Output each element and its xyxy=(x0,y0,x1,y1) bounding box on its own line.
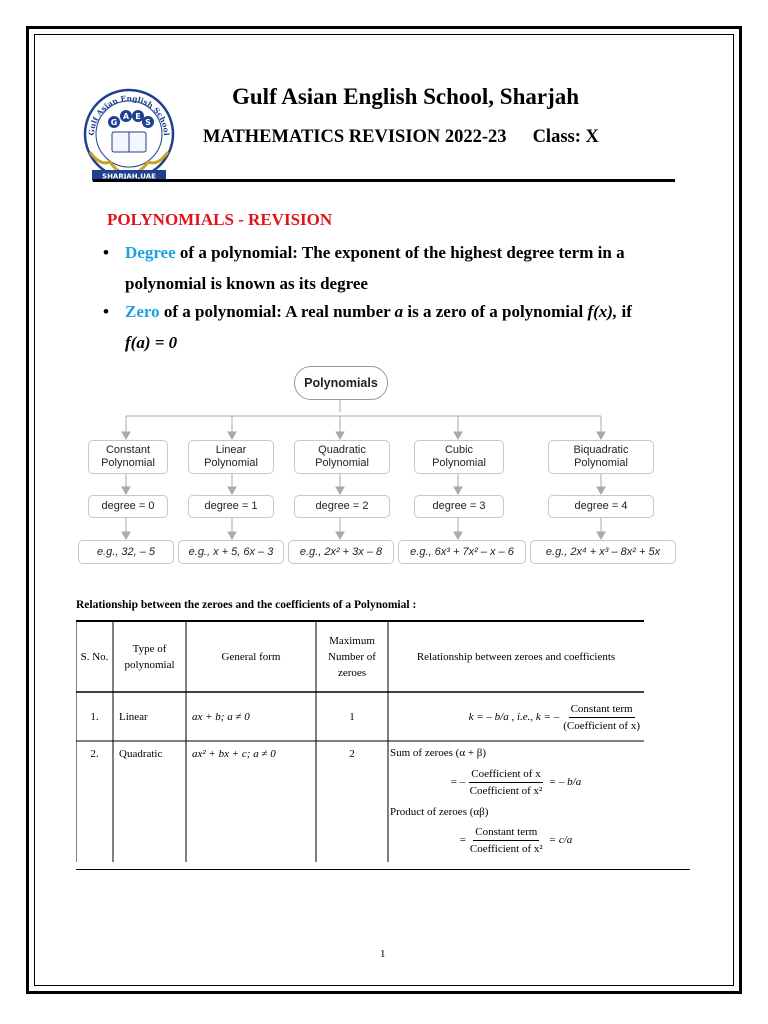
subject-line xyxy=(203,127,599,148)
row2-product-label: Product of zeroes (αβ) xyxy=(390,806,489,818)
zero-fa: f(a) = 0 xyxy=(125,333,178,352)
header-form: General form xyxy=(221,651,281,663)
zero-def-part: if xyxy=(617,302,632,321)
diagram-root: Polynomials xyxy=(294,366,388,400)
zero-fx: f(x), xyxy=(587,302,618,321)
row2-type: Quadratic xyxy=(119,748,163,760)
bottom-rule xyxy=(76,869,690,870)
degree-constant: degree = 0 xyxy=(88,495,168,518)
example-constant: e.g., 32, – 5 xyxy=(78,540,174,564)
header-rule xyxy=(93,179,675,182)
degree-linear: degree = 1 xyxy=(188,495,274,518)
row1-form: ax + b; a ≠ 0 xyxy=(192,711,250,723)
degree-quadratic: degree = 2 xyxy=(294,495,390,518)
polynomials-diagram xyxy=(76,362,694,576)
zero-def-part: is a zero of a polynomial xyxy=(403,302,588,321)
node-biquadratic: Biquadratic Polynomial xyxy=(548,440,654,474)
degree-definition: of a polynomial: The exponent of the highest degree term in a polynomial is known as its degree xyxy=(125,243,625,293)
subject-title: MATHEMATICS REVISION 2022-23 xyxy=(203,127,507,147)
row1-max: 1 xyxy=(349,711,355,723)
logo-banner-text: SHARJAH,UAE xyxy=(102,172,156,181)
row2-sno: 2. xyxy=(90,748,99,760)
row1-relationship: k = – b/a , i.e., k = – Constant term (Coefficient of x) xyxy=(468,702,640,732)
svg-text:Gulf Asian English School: Gulf Asian English School xyxy=(86,93,172,136)
node-cubic: Cubic Polynomial xyxy=(414,440,504,474)
relationship-table xyxy=(76,620,644,862)
bullet-dot: • xyxy=(103,302,109,321)
section-title: POLYNOMIALS - REVISION xyxy=(107,210,333,229)
row2-max: 2 xyxy=(349,748,355,760)
svg-text:A: A xyxy=(122,112,130,121)
header-relationship: Relationship between zeroes and coefficients xyxy=(416,651,616,663)
row1-type: Linear xyxy=(119,711,148,723)
row2-product-formula: = Constant term Coefficient of x² = c/a xyxy=(459,825,573,855)
keyword-degree: Degree xyxy=(125,243,176,262)
header-max-zeroes: Maximum Number of zeroes xyxy=(328,635,376,679)
degree-biquadratic: degree = 4 xyxy=(548,495,654,518)
class-label: Class: X xyxy=(532,127,599,147)
bullet-zero xyxy=(105,296,685,358)
degree-cubic: degree = 3 xyxy=(414,495,504,518)
example-biquadratic: e.g., 2x⁴ + x³ – 8x² + 5x xyxy=(530,540,676,564)
table-title: Relationship between the zeroes and the coefficients of a Polynomial : xyxy=(76,599,417,611)
node-constant: Constant Polynomial xyxy=(88,440,168,474)
node-linear: Linear Polynomial xyxy=(188,440,274,474)
row1-sno: 1. xyxy=(90,711,99,723)
example-cubic: e.g., 6x³ + 7x² – x – 6 xyxy=(398,540,526,564)
header-type: Type of polynomial xyxy=(124,643,175,671)
svg-text:G: G xyxy=(110,118,118,127)
svg-text:E: E xyxy=(135,112,141,121)
bullet-degree xyxy=(105,237,685,299)
svg-text:S: S xyxy=(145,118,151,127)
school-name: Gulf Asian English School, Sharjah xyxy=(232,84,580,109)
zero-def-part: of a polynomial: A real number xyxy=(159,302,395,321)
page-number: 1 xyxy=(380,948,386,960)
bullet-dot: • xyxy=(103,243,109,262)
keyword-zero: Zero xyxy=(125,302,160,321)
row2-sum-formula: = – Coefficient of x Coefficient of x² = – b/a xyxy=(450,767,582,797)
school-logo xyxy=(80,84,178,186)
node-quadratic: Quadratic Polynomial xyxy=(294,440,390,474)
header-sno: S. No. xyxy=(80,651,109,663)
example-linear: e.g., x + 5, 6x – 3 xyxy=(178,540,284,564)
zero-var-a: a xyxy=(394,302,404,321)
row2-sum-label: Sum of zeroes (α + β) xyxy=(390,747,487,759)
row2-form: ax² + bx + c; a ≠ 0 xyxy=(192,748,276,760)
example-quadratic: e.g., 2x² + 3x – 8 xyxy=(288,540,394,564)
